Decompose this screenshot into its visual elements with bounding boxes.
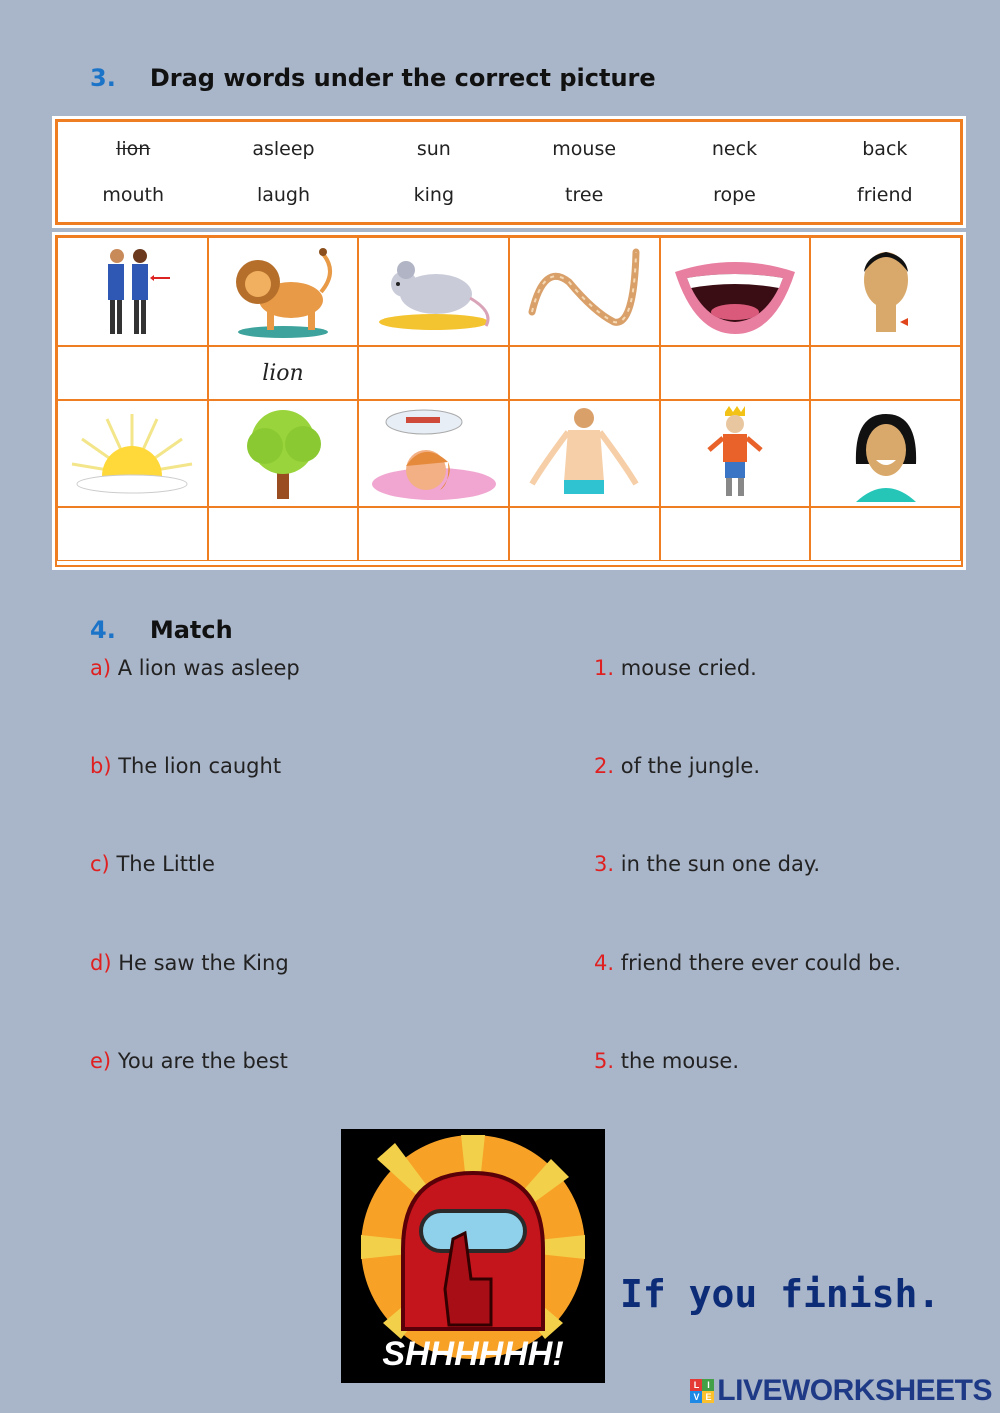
- picture-cell: [57, 237, 208, 346]
- match-right-number: 4.: [594, 951, 615, 975]
- laugh-picture: [816, 404, 956, 504]
- picture-cell: [810, 400, 961, 507]
- answer-slot[interactable]: [358, 507, 509, 561]
- lion-picture: [213, 242, 353, 342]
- match-right-number: 2.: [594, 754, 615, 778]
- picture-cell: [810, 237, 961, 346]
- match-right-number: 3.: [594, 852, 615, 876]
- section-4-heading: [90, 616, 233, 644]
- sun-picture: [62, 404, 202, 504]
- picture-cell: [509, 237, 660, 346]
- section-3-title: Drag words under the correct picture: [149, 64, 656, 92]
- brand-mark-letter: I: [702, 1379, 714, 1391]
- match-right-text: friend there ever could be.: [620, 951, 902, 975]
- word-tile[interactable]: mouth: [102, 184, 164, 206]
- picture-cell: [509, 400, 660, 507]
- match-right-text: in the sun one day.: [620, 852, 820, 876]
- brand-mark-letter: L: [690, 1379, 702, 1391]
- match-right-text: of the jungle.: [620, 754, 761, 778]
- answer-slot[interactable]: [509, 346, 660, 400]
- brand-name: LIVEWORKSHEETS: [717, 1374, 992, 1407]
- match-right-item[interactable]: [594, 656, 757, 680]
- brand-mark-icon: [690, 1379, 714, 1403]
- match-right-item[interactable]: [594, 951, 901, 975]
- match-left-text: A lion was asleep: [117, 656, 300, 680]
- answer-slot[interactable]: [57, 346, 208, 400]
- word-bank: [52, 116, 966, 228]
- section-4-title: Match: [149, 616, 233, 644]
- answer-slot[interactable]: [660, 507, 811, 561]
- word-tile[interactable]: lion: [116, 138, 151, 160]
- asleep-picture: [364, 404, 504, 504]
- neck-picture: [816, 242, 956, 342]
- word-tile[interactable]: neck: [711, 138, 758, 160]
- picture-cell: [358, 237, 509, 346]
- shush-caption: SHHHHHH!: [382, 1335, 564, 1373]
- answer-slot[interactable]: [358, 346, 509, 400]
- finish-text: If you finish.: [620, 1272, 941, 1316]
- match-right-text: the mouse.: [620, 1049, 740, 1073]
- match-right-number: 1.: [594, 656, 615, 680]
- match-left-item[interactable]: [90, 1049, 288, 1073]
- word-tile[interactable]: rope: [713, 184, 756, 206]
- match-right-text: mouse cried.: [620, 656, 757, 680]
- match-left-letter: b): [90, 754, 112, 778]
- word-tile[interactable]: mouse: [552, 138, 617, 160]
- word-tile[interactable]: sun: [416, 138, 451, 160]
- match-left-item[interactable]: [90, 852, 215, 876]
- match-left-letter: e): [90, 1049, 112, 1073]
- match-right-number: 5.: [594, 1049, 615, 1073]
- king-picture: [665, 404, 805, 504]
- picture-cell: [660, 237, 811, 346]
- match-right-item[interactable]: [594, 754, 760, 778]
- word-tile[interactable]: king: [413, 184, 455, 206]
- match-left-letter: a): [90, 656, 112, 680]
- word-tile[interactable]: laugh: [256, 184, 311, 206]
- picture-cell: [208, 400, 359, 507]
- answer-slot[interactable]: [660, 346, 811, 400]
- match-left-item[interactable]: [90, 754, 281, 778]
- answer-slot[interactable]: lion: [208, 346, 359, 400]
- tree-picture: [213, 404, 353, 504]
- answer-slot[interactable]: [509, 507, 660, 561]
- match-right-item[interactable]: [594, 852, 820, 876]
- section-3-heading: [90, 64, 656, 92]
- match-left-item[interactable]: [90, 951, 289, 975]
- word-tile[interactable]: back: [862, 138, 908, 160]
- shush-icon: [341, 1129, 605, 1383]
- match-left-letter: c): [90, 852, 110, 876]
- word-tile[interactable]: asleep: [252, 138, 315, 160]
- picture-cell: [660, 400, 811, 507]
- section-3-number: 3.: [90, 64, 116, 92]
- match-right-item[interactable]: [594, 1049, 739, 1073]
- match-left-text: The Little: [116, 852, 215, 876]
- back-picture: [514, 404, 654, 504]
- brand-logo: [690, 1374, 992, 1408]
- answer-slot[interactable]: [810, 507, 961, 561]
- rope-picture: [514, 242, 654, 342]
- picture-cell: [358, 400, 509, 507]
- match-left-text: He saw the King: [118, 951, 289, 975]
- picture-cell: [208, 237, 359, 346]
- section-4-number: 4.: [90, 616, 116, 644]
- brand-mark-letter: V: [690, 1391, 702, 1403]
- match-left-letter: d): [90, 951, 112, 975]
- match-left-item[interactable]: [90, 656, 300, 680]
- answer-slot[interactable]: [208, 507, 359, 561]
- match-left-text: The lion caught: [118, 754, 282, 778]
- word-tile[interactable]: friend: [857, 184, 913, 206]
- answer-slot[interactable]: [57, 507, 208, 561]
- friends-picture: [62, 242, 202, 342]
- brand-mark-letter: E: [702, 1391, 714, 1403]
- mouth-picture: [665, 242, 805, 342]
- picture-cell: [57, 400, 208, 507]
- mouse-picture: [364, 242, 504, 342]
- shush-image: [341, 1129, 605, 1383]
- picture-grid: [52, 232, 966, 570]
- match-left-text: You are the best: [117, 1049, 288, 1073]
- word-tile[interactable]: tree: [565, 184, 604, 206]
- answer-slot[interactable]: [810, 346, 961, 400]
